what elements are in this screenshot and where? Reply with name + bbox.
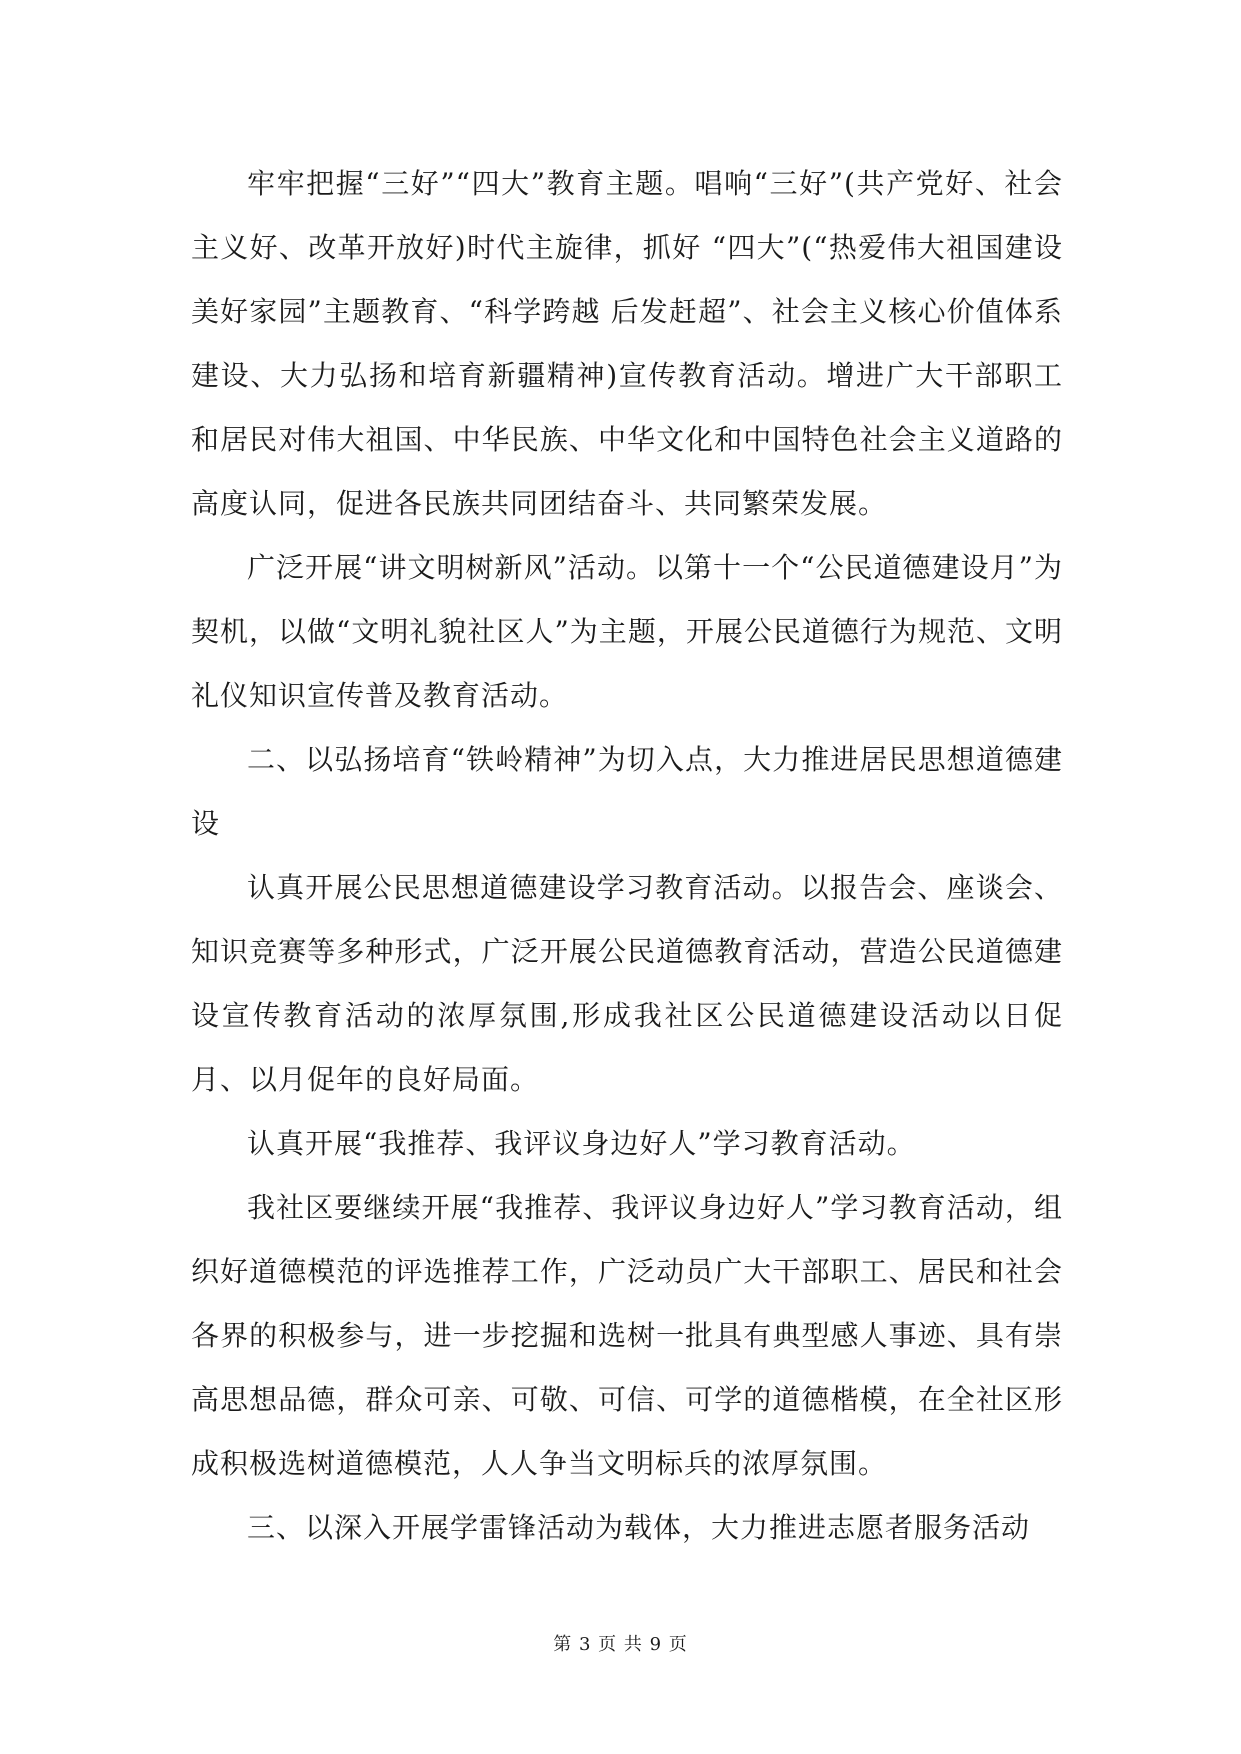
paragraph-5: 我社区要继续开展“我推荐、我评议身边好人”学习教育活动，组织好道德模范的评选推荐工作，广泛动员广大干部职工、居民和社会各界的积极参与，进一步挖掘和选树一批具有典型感人事迹、具有崇高思想品德，群众可亲、可敬、可信、可学的道德楷模，在全社区形成积极选树道德模范，人人争当文明标兵的浓厚氛围。 — [191, 1191, 1063, 1480]
page-number-footer: 第 3 页 共 9 页 — [553, 1634, 688, 1655]
section-heading-2: 二、以弘扬培育“铁岭精神”为切入点，大力推进居民思想道德建设 — [191, 743, 1063, 840]
document-body — [191, 152, 1063, 1560]
section-heading-3: 三、以深入开展学雷锋活动为载体，大力推进志愿者服务活动 — [247, 1511, 1031, 1544]
paragraph-3: 认真开展公民思想道德建设学习教育活动。以报告会、座谈会、知识竞赛等多种形式，广泛开展公民道德教育活动，营造公民道德建设宣传教育活动的浓厚氛围,形成我社区公民道德建设活动以日促月、以月促年的良好局面。 — [191, 871, 1063, 1096]
paragraph-2: 广泛开展“讲文明树新风”活动。以第十一个“公民道德建设月”为契机，以做“文明礼貌社区人”为主题，开展公民道德行为规范、文明礼仪知识宣传普及教育活动。 — [191, 551, 1063, 712]
paragraph-4: 认真开展“我推荐、我评议身边好人”学习教育活动。 — [247, 1127, 916, 1160]
paragraph-1: 牢牢把握“三好”“四大”教育主题。唱响“三好”(共产党好、社会主义好、改革开放好)时代主旋律，抓好 “四大”(“热爱伟大祖国建设美好家园”主题教育、“科学跨越 后发赶超”、社会主义核心价值体系建设、大力弘扬和培育新疆精神)宣传教育活动。增进广大干部职工和居民对伟大祖国、中华民族、中华文化和中国特色社会主义道路的高度认同，促进各民族共同团结奋斗、共同繁荣发展。 — [191, 167, 1063, 520]
